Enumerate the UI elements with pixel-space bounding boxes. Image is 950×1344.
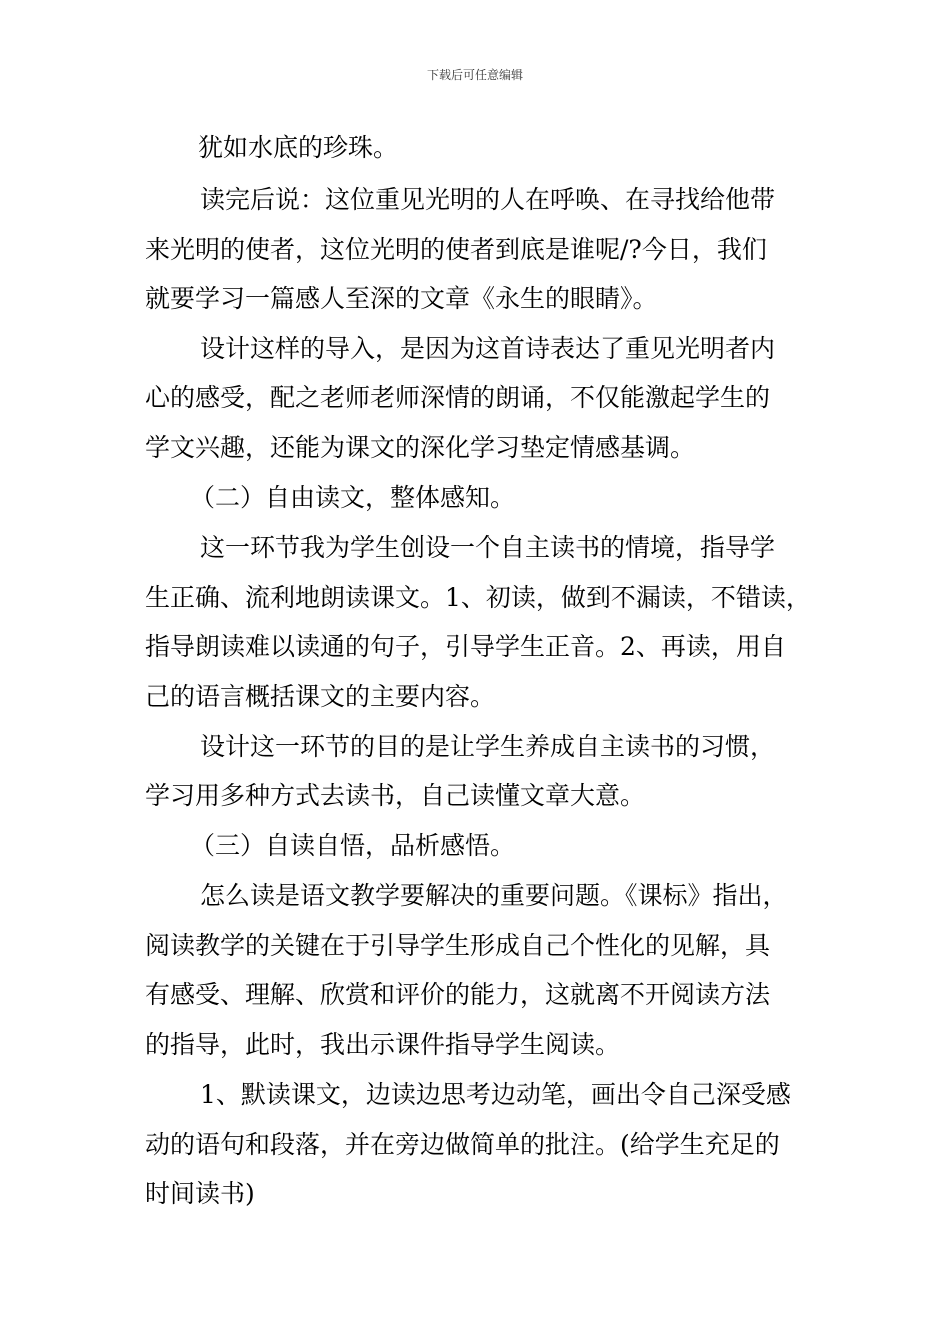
page-header: 下载后可任意编辑 — [426, 68, 523, 82]
text-line: 学习用多种方式去读书，自己读懂文章大意。 — [145, 781, 646, 810]
text-line: 时间读书) — [145, 1179, 255, 1208]
text-line: 读完后说：这位重见光明的人在呼唤、在寻找给他带 — [200, 185, 776, 214]
text-line: 怎么读是语文教学要解决的重要问题。《课标》指出， — [200, 881, 788, 910]
text-line: 来光明的使者，这位光明的使者到底是谁呢/?今日，我们 — [145, 235, 767, 264]
text-line: 生正确、流利地朗读课文。1、初读，做到不漏读，不错读， — [145, 583, 811, 612]
text-line: 有感受、理解、欣赏和评价的能力，这就离不开阅读方法 — [145, 980, 771, 1009]
section-heading: （三）自读自悟，品析感悟。 — [190, 831, 516, 860]
text-line: 设计这一环节的目的是让学生养成自主读书的习惯， — [200, 732, 776, 761]
text-line: 这一环节我为学生创设一个自主读书的情境，指导学 — [200, 533, 776, 562]
text-line: 己的语言概括课文的主要内容。 — [145, 682, 496, 711]
text-line: 指导朗读难以读通的句子，引导学生正音。2、再读，用自 — [145, 632, 786, 661]
text-line: 1、默读课文，边读边思考边动笔，画出令自己深受感 — [200, 1080, 791, 1109]
text-line: 阅读教学的关键在于引导学生形成自己个性化的见解，具 — [145, 931, 771, 960]
text-line: 设计这样的导入，是因为这首诗表达了重见光明者内 — [200, 334, 776, 363]
text-line: 学文兴趣，还能为课文的深化学习垫定情感基调。 — [145, 433, 696, 462]
text-line: 心的感受，配之老师老师深情的朗诵，不仅能激起学生的 — [145, 383, 771, 412]
text-line: 犹如水底的珍珠。 — [198, 133, 399, 162]
text-line: 动的语句和段落，并在旁边做简单的批注。(给学生充足的 — [145, 1130, 780, 1159]
text-line: 的指导，此时，我出示课件指导学生阅读。 — [145, 1030, 621, 1059]
section-heading: （二）自由读文，整体感知。 — [190, 483, 516, 512]
text-line: 就要学习一篇感人至深的文章《永生的眼睛》。 — [145, 284, 658, 313]
